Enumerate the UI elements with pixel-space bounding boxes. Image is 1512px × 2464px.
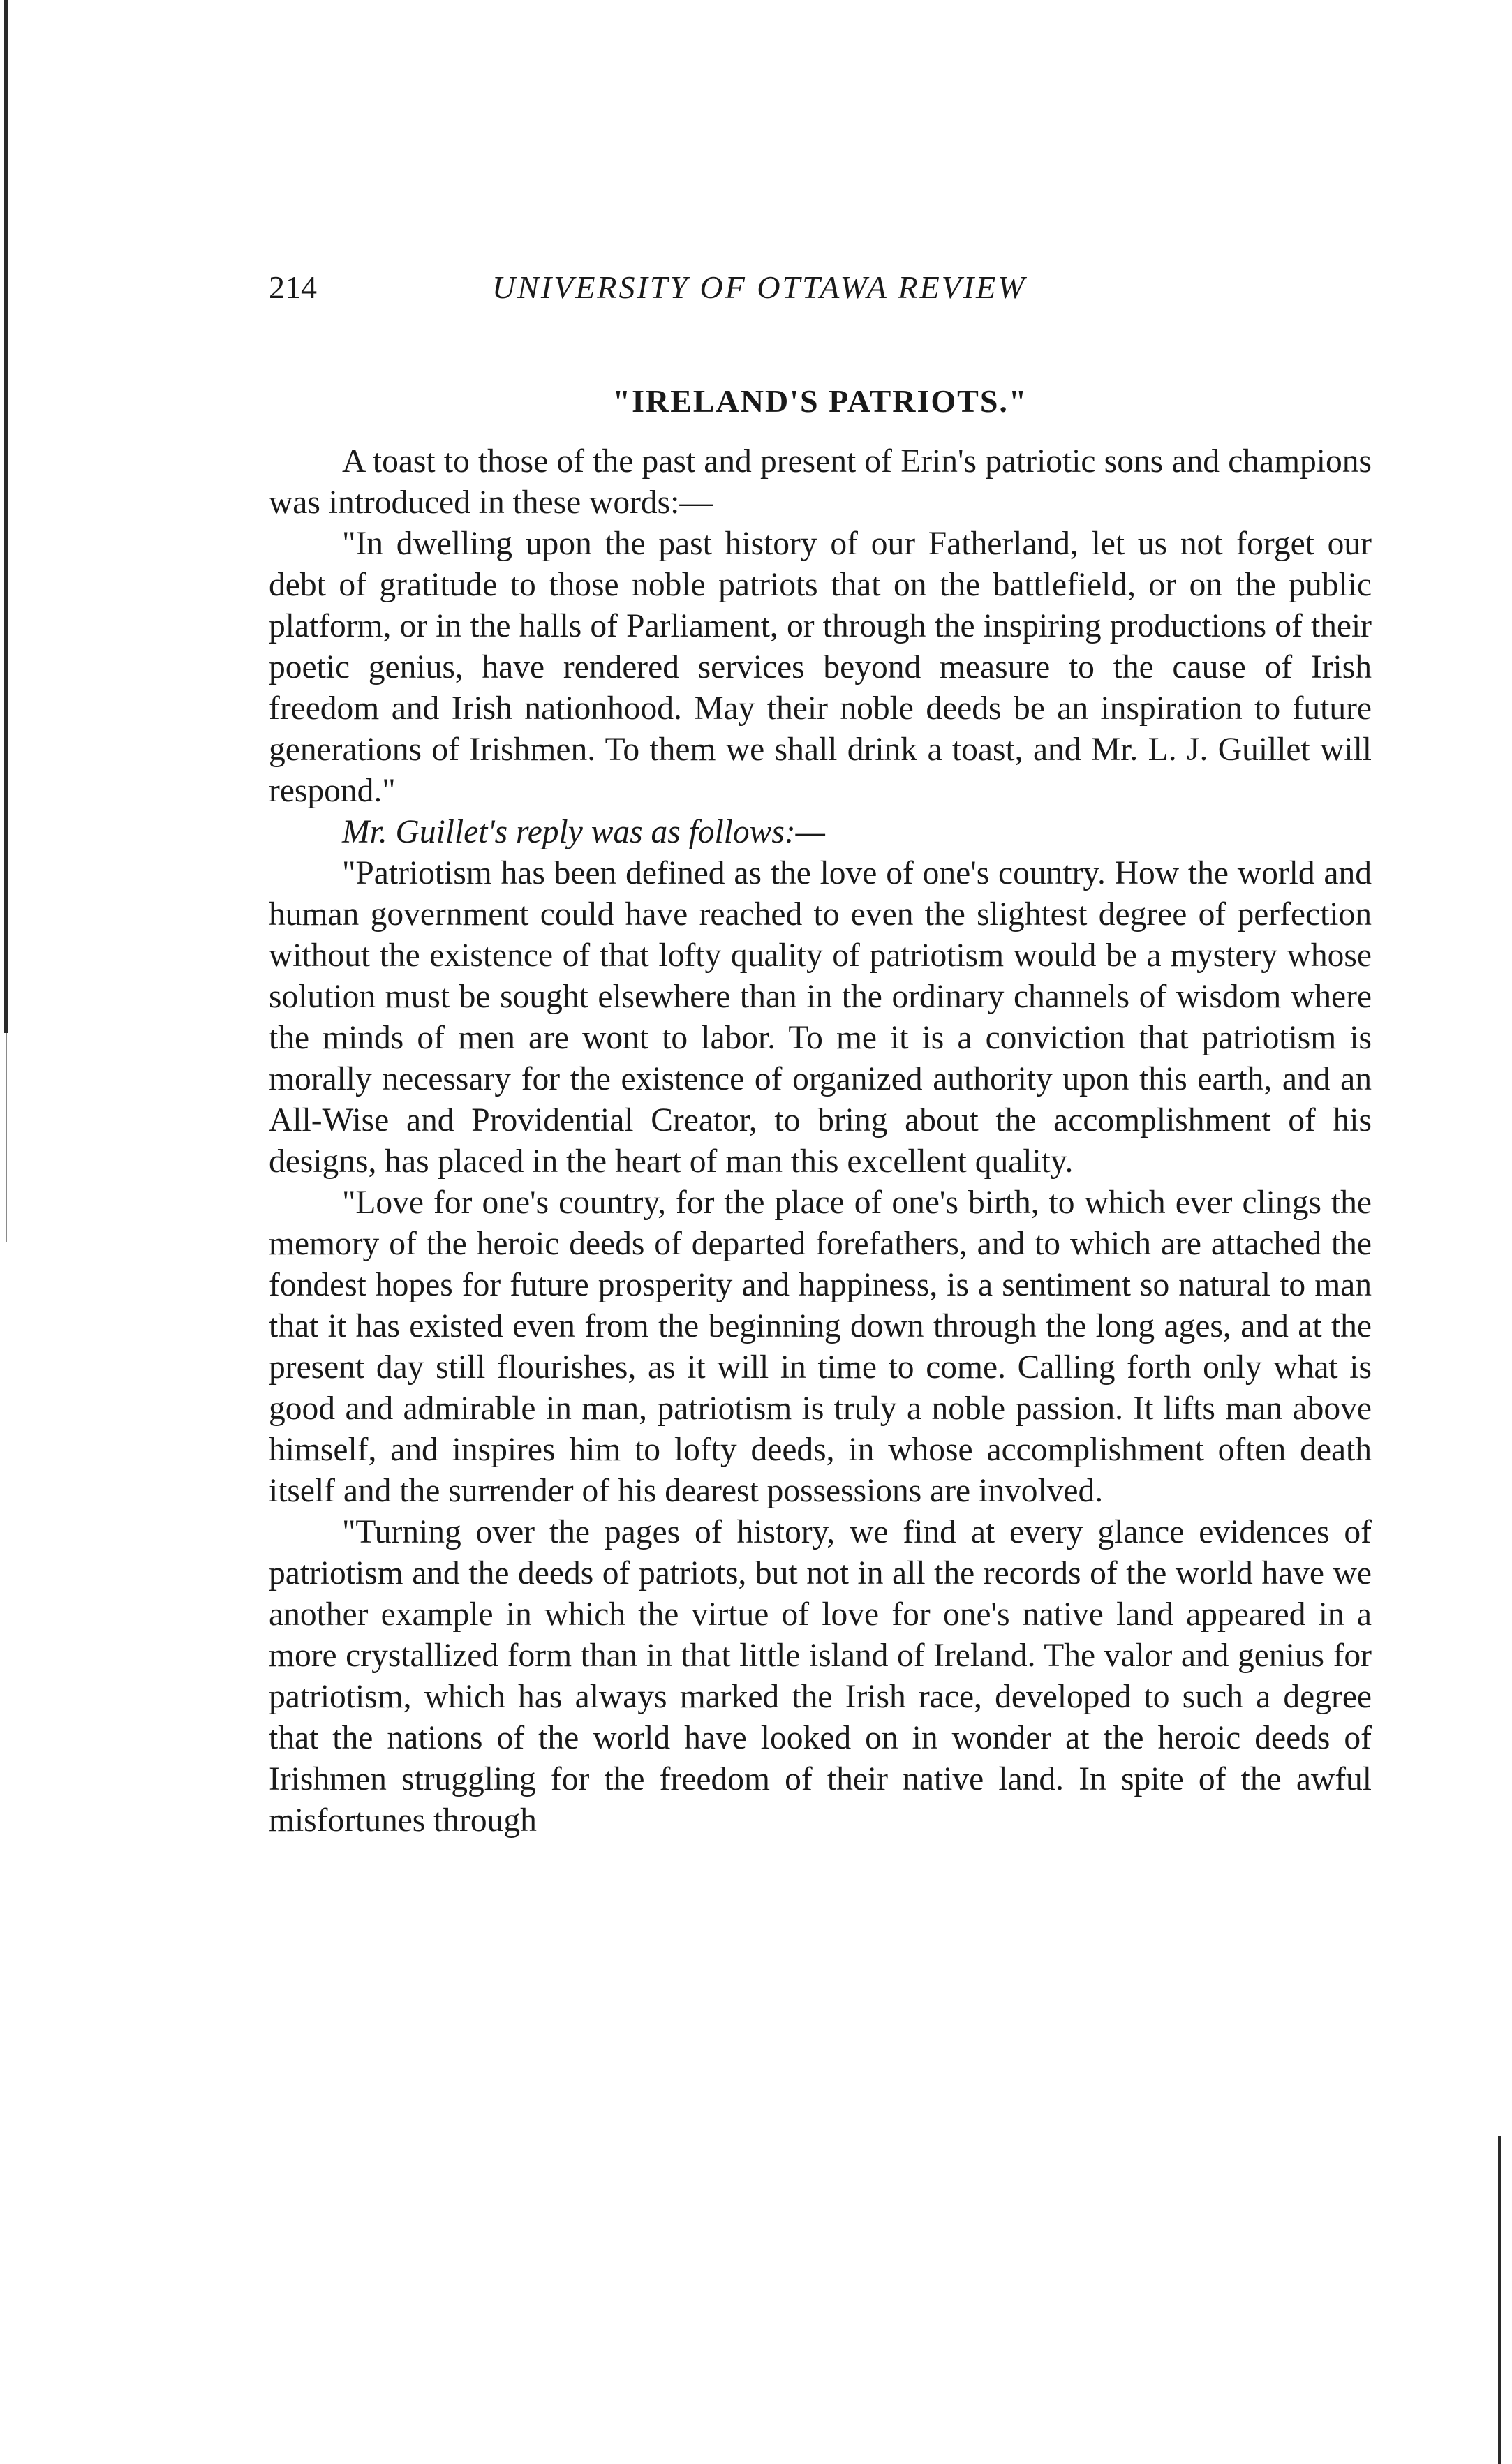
scan-edge-left-faint [6, 1033, 7, 1242]
page-number: 214 [269, 269, 317, 305]
scan-edge-left [4, 0, 8, 1033]
paragraph-turning-pages: "Turning over the pages of history, we find at every glance evidences of patriotism and the deeds of patriots, but not in all the records of the world have we another example in which the virtue of love for one's native land appeared in a more crystallized form than in that little island of Ireland. The valor and genius for patriotism, which has always marked the Irish race, developed to such a degree that the nations of the world have looked on in wonder at the heroic deeds of Irishmen struggling for the freedom of their native land. In spite of the awful misfortunes through [269, 1514, 1372, 1839]
paragraph-patriotism-defined: "Patriotism has been defined as the love of one's country. How the world and human government could have reached to even the slightest degree of perfection without the existence of that lofty quality of patriotism would be a mystery whose solution must be sought elsewhere than in the ordinary channels of wisdom where the minds of men are wont to labor. To me it is a conviction that patriotism is morally necessary for the existence of organized authority upon this earth, and an All-Wise and Providential Creator, to bring about the accomplishment of his designs, has placed in the heart of man this excellent quality. [269, 855, 1372, 1180]
scan-edge-right [1498, 2136, 1501, 2464]
paragraph-intro: A toast to those of the past and present of Erin's patriotic sons and champions was introduced in these words:— [269, 443, 1372, 521]
paragraph-love-for-country: "Love for one's country, for the place of one's birth, to which ever clings the memory of the heroic deeds of departed forefathers, and to which are attached the fondest hopes for future prosperity and happiness, is a sentiment so natural to man that it has existed even from the beginning down through the long ages, and at the present day still flourishes, as it will in time to come. Calling forth only what is good and admirable in man, patriotism is truly a noble passion. It lifts man above himself, and inspires him to lofty deeds, in whose accomplishment often death itself and the surrender of his dearest possessions are involved. [269, 1185, 1372, 1509]
running-head [269, 269, 1372, 318]
paragraph-toast: "In dwelling upon the past history of our Fatherland, let us not forget our debt of gratitude to those noble patriots that on the battlefield, or on the public platform, or in the halls of Parliament, or through the inspiring productions of their poetic genius, have rendered services beyond measure to the cause of Irish freedom and Irish nationhood. May their noble deeds be an inspiration to future generations of Irishmen. To them we shall drink a toast, and Mr. L. J. Guillet will respond." [269, 526, 1372, 809]
article-body [269, 441, 1372, 1841]
journal-title: UNIVERSITY OF OTTAWA REVIEW [492, 269, 1027, 305]
article-title: "IRELAND'S PATRIOTS." [612, 383, 1028, 419]
paragraph-reply-intro: Mr. Guillet's reply was as follows:— [342, 814, 825, 850]
